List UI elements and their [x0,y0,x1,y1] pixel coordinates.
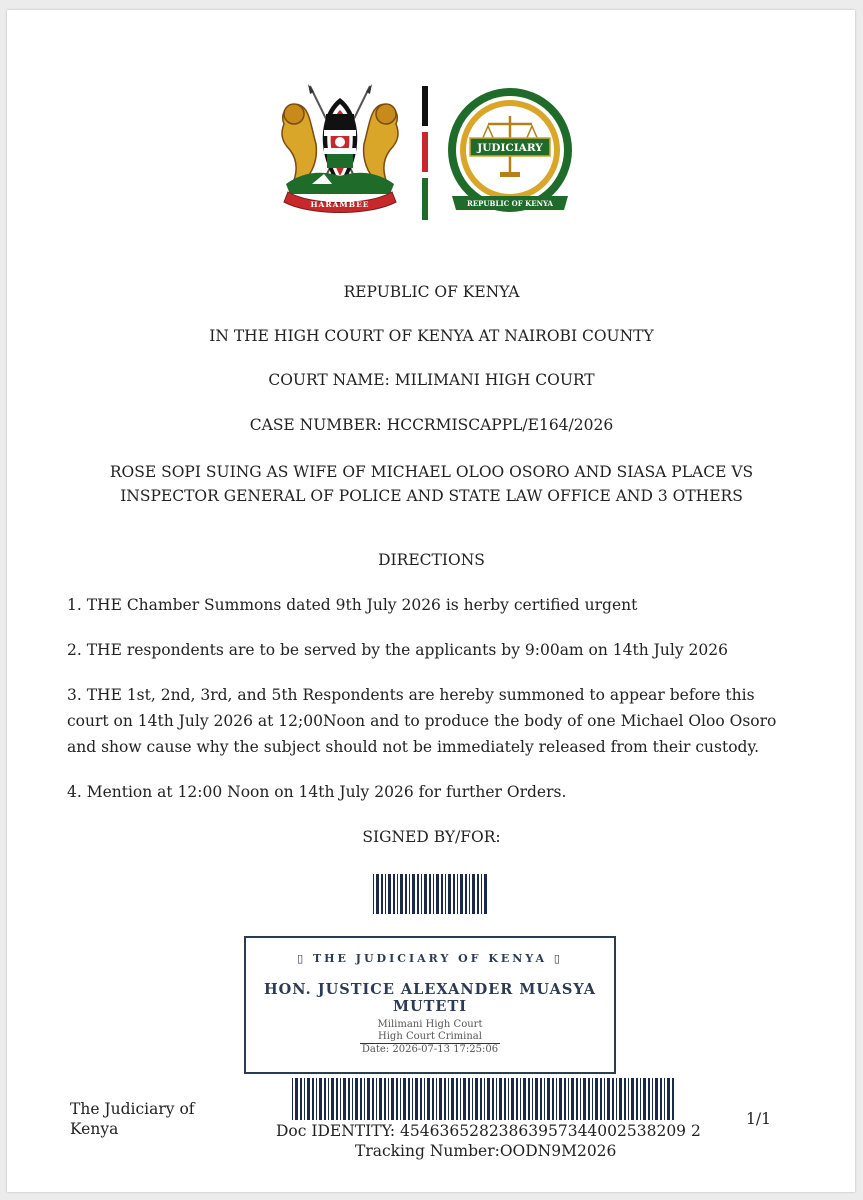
barcode-bar [453,874,455,914]
barcode-bar [373,874,374,914]
barcode-bar [465,874,467,914]
barcode-bar [643,1078,646,1120]
barcode-bar [640,1078,641,1120]
barcode-bar [631,1078,634,1120]
barcode-bar [508,1078,509,1120]
header-court-name: COURT NAME: MILIMANI HIGH COURT [268,371,595,389]
stamp-date: Date: 2026-07-13 17:25:06 [361,1044,499,1055]
barcode-bar [445,874,446,914]
barcode-bar [636,1078,638,1120]
barcode-bar [429,874,431,914]
direction-item-3-line-1: 3. THE 1st, 2nd, 3rd, and 5th Respondents are hereby summoned to appear before this [67,686,755,704]
barcode-bar [441,874,443,914]
barcode-bar [468,1078,470,1120]
barcode-bar [664,1078,665,1120]
barcode-bar [393,874,395,914]
judiciary-banner-text: JUDICIARY [477,142,543,154]
barcode-bar [388,1078,389,1120]
coat-of-arms-icon [272,84,408,214]
barcode-bar [472,874,475,914]
page-number: 1/1 [746,1110,771,1128]
barcode-bar [607,1078,610,1120]
barcode-bar [451,1078,454,1120]
direction-item-4: 4. Mention at 12:00 Noon on 14th July 2026 for further Orders. [67,783,567,801]
barcode-bar [523,1078,526,1120]
barcode-bar [379,1078,382,1120]
barcode-bar [652,1078,653,1120]
stamp-division: High Court Criminal [378,1031,482,1042]
parties-line-2: INSPECTOR GENERAL OF POLICE AND STATE LAW OFFICE AND 3 OTHERS [120,487,743,505]
top-barcode [373,874,487,914]
barcode-bar [444,1078,446,1120]
barcode-bar [421,874,422,914]
barcode-bar [331,1078,334,1120]
barcode-bar [448,874,451,914]
barcode-bar [432,1078,434,1120]
barcode-bar [588,1078,590,1120]
barcode-bar [511,1078,514,1120]
barcode-bar [628,1078,629,1120]
barcode-bar [576,1078,578,1120]
barcode-bar [397,874,398,914]
signed-by-label: SIGNED BY/FOR: [362,828,501,846]
logo-divider [422,86,428,220]
directions-title: DIRECTIONS [378,551,485,569]
judiciary-ribbon-text: REPUBLIC OF KENYA [467,199,553,208]
barcode-bar [660,1078,662,1120]
barcode-bar [376,874,379,914]
barcode-bar [655,1078,658,1120]
barcode-bar [295,1078,298,1120]
parties-line-1: ROSE SOPI SUING AS WIFE OF MICHAEL OLOO OSORO AND SIASA PLACE VS [109,463,754,481]
barcode-bar [456,1078,458,1120]
stamp-court: Milimani High Court [377,1019,483,1030]
barcode-bar [412,1078,413,1120]
barcode-bar [403,1078,406,1120]
barcode-bar [580,1078,581,1120]
barcode-bar [424,874,427,914]
header-case-number: CASE NUMBER: HCCRMISCAPPL/E164/2026 [249,416,614,434]
doc-identity: Doc IDENTITY: 45463652823863957344002538209 2 [276,1122,701,1140]
barcode-bar [424,1078,425,1120]
barcode-bar [600,1078,602,1120]
direction-item-3-line-3: and show cause why the subject should not be immediately released from their custody. [67,738,760,756]
barcode-bar [304,1078,305,1120]
barcode-bar [417,874,419,914]
barcode-bar [564,1078,566,1120]
barcode-bar [463,1078,466,1120]
barcode-bar [348,1078,350,1120]
header-republic: REPUBLIC OF KENYA [343,283,520,301]
barcode-bar [460,1078,461,1120]
barcode-bar [648,1078,650,1120]
barcode-bar [492,1078,494,1120]
barcode-bar [535,1078,538,1120]
barcode-bar [516,1078,518,1120]
header-court: IN THE HIGH COURT OF KENYA AT NAIROBI COUNTY [209,327,654,345]
barcode-bar [384,1078,386,1120]
barcode-bar [504,1078,506,1120]
barcode-bar [619,1078,622,1120]
barcode-bar [475,1078,478,1120]
barcode-bar [409,874,410,914]
judiciary-logo-icon [444,84,576,220]
barcode-bar [487,1078,490,1120]
barcode-bar [400,874,403,914]
barcode-bar [427,1078,430,1120]
barcode-bar [672,1078,674,1120]
coat-of-arms-motto: HARAMBEE [310,200,370,209]
barcode-bar [420,1078,422,1120]
footer-issuer-line-1: The Judiciary of [70,1100,195,1118]
barcode-bar [595,1078,598,1120]
barcode-bar [448,1078,449,1120]
barcode-bar [484,874,487,914]
bottom-barcode [292,1078,676,1120]
barcode-bar [568,1078,569,1120]
barcode-bar [571,1078,574,1120]
barcode-bar [520,1078,521,1120]
barcode-bar [559,1078,562,1120]
stamp-header: ▯ THE JUDICIARY OF KENYA ▯ [297,952,563,965]
barcode-bar [436,1078,437,1120]
barcode-bar [336,1078,338,1120]
barcode-bar [436,874,439,914]
barcode-bar [360,1078,362,1120]
barcode-bar [381,874,383,914]
barcode-bar [352,1078,353,1120]
barcode-bar [316,1078,317,1120]
barcode-bar [292,1078,293,1120]
direction-item-3-line-2: court on 14th July 2026 at 12;00Noon and to produce the body of one Michael Oloo Osoro [67,712,777,730]
barcode-bar [376,1078,377,1120]
judge-name-line-1: HON. JUSTICE ALEXANDER MUASYA [263,981,597,998]
barcode-bar [472,1078,473,1120]
barcode-bar [592,1078,593,1120]
barcode-bar [540,1078,542,1120]
barcode-bar [300,1078,302,1120]
barcode-bar [477,874,479,914]
barcode-bar [532,1078,533,1120]
barcode-bar [439,1078,442,1120]
barcode-bar [604,1078,605,1120]
barcode-bar [343,1078,346,1120]
barcode-bar [616,1078,617,1120]
barcode-bar [496,1078,497,1120]
barcode-bar [385,874,386,914]
direction-item-1: 1. THE Chamber Summons dated 9th July 2026 is herby certified urgent [67,596,638,614]
barcode-bar [547,1078,550,1120]
barcode-bar [457,874,458,914]
footer-issuer-line-2: Kenya [70,1120,119,1138]
barcode-bar [367,1078,370,1120]
barcode-bar [433,874,434,914]
barcode-bar [528,1078,530,1120]
barcode-bar [312,1078,314,1120]
barcode-bar [544,1078,545,1120]
barcode-bar [319,1078,322,1120]
barcode-bar [552,1078,554,1120]
barcode-bar [364,1078,365,1120]
barcode-bar [415,1078,418,1120]
barcode-bar [583,1078,586,1120]
tracking-number: Tracking Number:OODN9M2026 [355,1142,617,1160]
barcode-bar [612,1078,614,1120]
signature-stamp [244,936,616,1074]
barcode-bar [484,1078,485,1120]
barcode-bar [372,1078,374,1120]
barcode-bar [340,1078,341,1120]
barcode-bar [480,1078,482,1120]
barcode-bar [405,874,407,914]
barcode-bar [355,1078,358,1120]
barcode-bar [460,874,463,914]
barcode-bar [667,1078,670,1120]
barcode-bar [307,1078,310,1120]
barcode-bar [388,874,391,914]
direction-item-2: 2. THE respondents are to be served by the applicants by 9:00am on 14th July 2026 [67,641,728,659]
barcode-bar [408,1078,410,1120]
barcode-bar [391,1078,394,1120]
barcode-bar [400,1078,401,1120]
barcode-bar [481,874,482,914]
barcode-bar [499,1078,502,1120]
barcode-bar [396,1078,398,1120]
barcode-bar [624,1078,626,1120]
barcode-bar [556,1078,557,1120]
barcode-bar [469,874,470,914]
barcode-bar [412,874,415,914]
judge-name-line-2: MUTETI [392,998,468,1015]
barcode-bar [328,1078,329,1120]
barcode-bar [324,1078,326,1120]
